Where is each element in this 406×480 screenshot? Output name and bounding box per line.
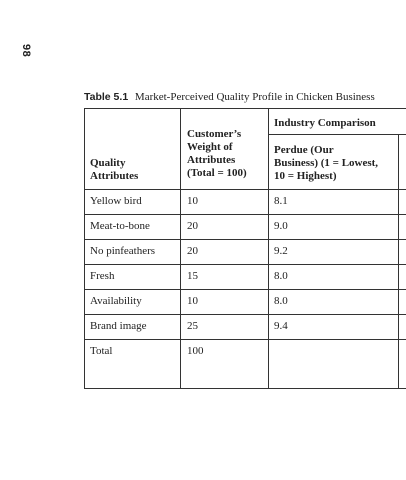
row-weight: 20 [187,220,198,232]
table-label: Table 5.1 [84,91,129,103]
row-perdue-score: 8.0 [274,270,288,282]
row-attribute: Availability [90,295,142,307]
header-bottom-rule [84,189,406,190]
header-perdue: Perdue (Our Business) (1 = Lowest, 10 = Highest) [274,144,379,182]
row-perdue-score: 9.0 [274,220,288,232]
row-attribute: Brand image [90,320,147,332]
row-rule [84,214,406,215]
header-customer-weight: Customer’s Weight of Attributes (Total = 100) [187,128,247,179]
table-title: Market-Perceived Quality Profile in Chicken Business [134,91,375,103]
row-weight: 25 [187,320,198,332]
table-left-rule [84,108,85,389]
industry-comparison-rule [268,134,406,135]
column-rule [268,108,269,389]
table-caption [84,91,375,103]
row-weight: 10 [187,295,198,307]
table-top-rule [84,108,406,109]
row-rule [84,264,406,265]
row-perdue-score: 9.2 [274,245,288,257]
row-attribute: Fresh [90,270,115,282]
row-weight: 15 [187,270,198,282]
row-perdue-score: 9.4 [274,320,288,332]
column-rule [398,134,399,389]
row-attribute: Yellow bird [90,195,142,207]
row-rule [84,339,406,340]
row-weight: 100 [187,345,204,357]
row-weight: 10 [187,195,198,207]
row-rule [84,239,406,240]
row-weight: 20 [187,245,198,257]
table-bottom-rule [84,388,406,389]
column-rule [180,108,181,389]
row-perdue-score: 8.0 [274,295,288,307]
row-attribute: No pinfeathers [90,245,156,257]
quality-profile-table [84,108,406,389]
header-quality-attributes: Quality Attributes [90,157,139,182]
row-rule [84,314,406,315]
row-rule [84,289,406,290]
header-industry-comparison: Industry Comparison [274,117,376,129]
row-attribute: Total [90,345,113,357]
row-attribute: Meat-to-bone [90,220,150,232]
row-perdue-score: 8.1 [274,195,288,207]
page-number: 98 [20,44,32,58]
